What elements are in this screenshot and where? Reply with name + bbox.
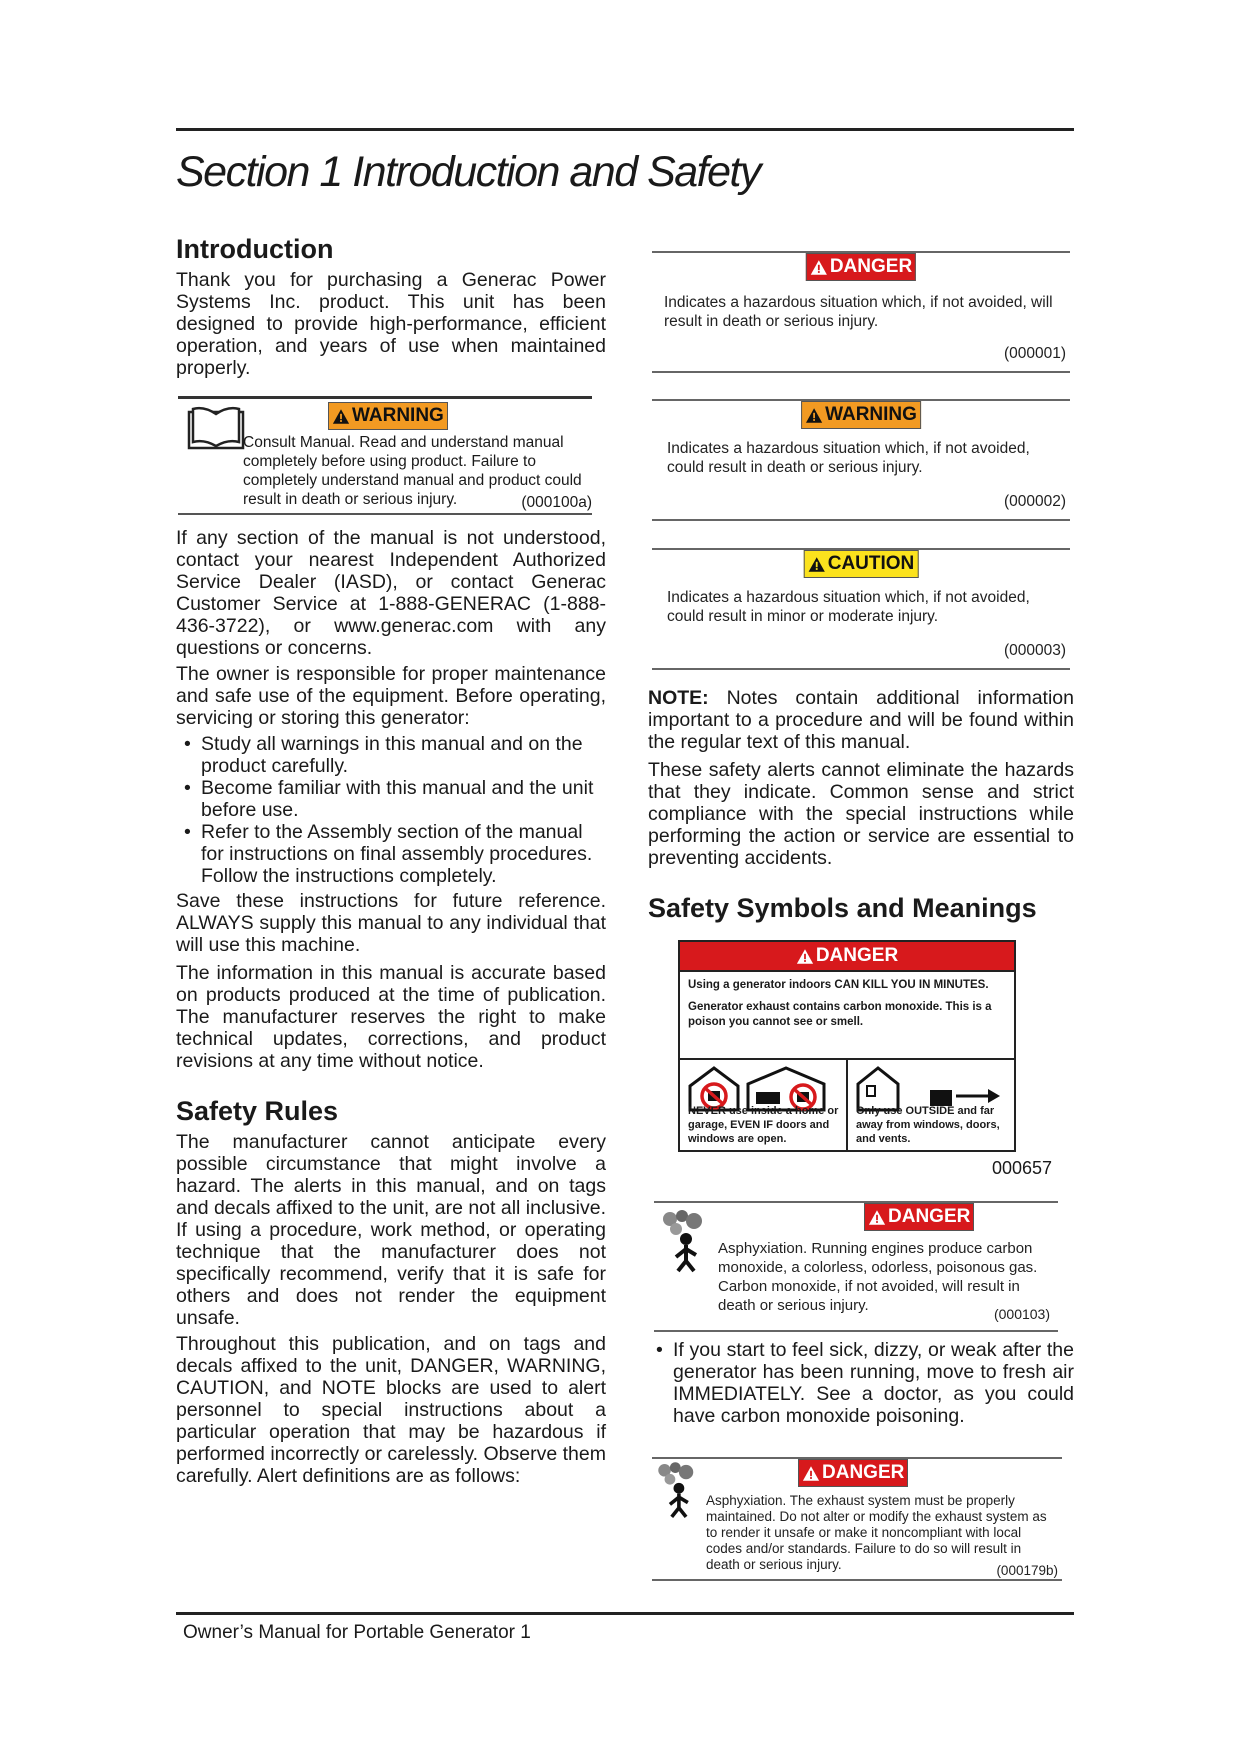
decal-danger-header [680, 942, 1014, 972]
decal-code: 000657 [992, 1158, 1053, 1178]
owner-responsibility-paragraph: The owner is responsible for proper maintenance and safe use of the equipment. Before operating, servicing or storing this generator: [176, 663, 606, 729]
caution-definition-text: Indicates a hazardous situation which, if not avoided, could result in minor or moderate injury. [667, 589, 1030, 625]
asphyxiation-icon [652, 1461, 704, 1519]
alert-triangle-icon [796, 948, 814, 965]
warning-badge [328, 402, 448, 430]
warning-definition-text: Indicates a hazardous situation which, if not avoided, could result in death or serious injury. [667, 440, 1030, 476]
page-title: Section 1 Introduction and Safety [176, 148, 760, 196]
warning-definition [652, 399, 1070, 521]
left-column-lower [176, 527, 606, 1491]
asphyxiation-danger-2 [652, 1457, 1062, 1581]
danger-definition [652, 251, 1070, 373]
warning-badge [801, 401, 921, 429]
alert-triangle-icon [810, 259, 828, 276]
danger-badge [806, 253, 916, 281]
asphyxiation-code-1: (000103) [993, 1306, 1050, 1322]
accuracy-paragraph: The information in this manual is accurate based on products produced at the time of publication. The manufacturer reserves the right to make technical updates, corrections, and product revisions at any time without notice. [176, 962, 606, 1072]
asphyxiation-danger-label: DANGER [822, 1462, 905, 1483]
asphyxiation-icon [656, 1209, 714, 1273]
asphyxiation-danger-1 [654, 1201, 1058, 1332]
sick-bullet-item: • If you start to feel sick, dizzy, or weak after the generator has been running, move to fresh air IMMEDIATELY. See a doctor, as you could have carbon monoxide poisoning. [648, 1339, 1074, 1427]
danger-label: DANGER [829, 256, 913, 277]
warning-definition-code: (000002) [1003, 493, 1066, 510]
caution-definition-code: (000003) [1003, 642, 1066, 659]
alert-triangle-icon [805, 407, 823, 424]
asphyxiation-code-2: (000179b) [996, 1563, 1058, 1578]
asphyxiation-danger-badge [798, 1459, 908, 1487]
consult-manual-code: (000100a) [521, 494, 592, 511]
danger-definition-text: Indicates a hazardous situation which, if not avoided, will result in death or serious injury. [664, 294, 1053, 330]
consult-manual-warning [178, 396, 592, 515]
note-block [648, 687, 1074, 928]
contact-paragraph: If any section of the manual is not understood, contact your nearest Independent Authorized Service Dealer (IASD), or contact Generac Customer Service at 1-888-GENERAC (1-888-436-3722), or www.generac.com with any questions or concerns. [176, 527, 606, 659]
page-footer: Owner’s Manual for Portable Generator 1 [183, 1622, 531, 1643]
caution-badge [804, 550, 919, 578]
bullet-item: • Study all warnings in this manual and on the product carefully. [176, 733, 606, 777]
save-instructions-paragraph: Save these instructions for future reference. ALWAYS supply this manual to any individual that will use this machine. [176, 890, 606, 956]
consult-manual-text: Consult Manual. Read and understand manual completely before using product. Failure to completely understand manual and product could result in death or serious injury. [243, 434, 582, 508]
asphyxiation-text-2: Asphyxiation. The exhaust system must be properly maintained. Do not alter or modify the exhaust system as to render it unsafe or make it noncompliant with local codes and/or standards. Failure to do so will result in death or serious injury. [706, 1493, 1047, 1572]
safety-symbols-heading: Safety Symbols and Meanings [648, 893, 1037, 923]
introduction-heading: Introduction [176, 234, 334, 264]
alert-triangle-icon [332, 408, 350, 425]
caution-label: CAUTION [827, 553, 915, 574]
decal-outside-only-cell [846, 1060, 1014, 1150]
carbon-monoxide-decal [678, 940, 1016, 1152]
danger-definition-code: (000001) [1003, 345, 1066, 362]
asphyxiation-danger-label: DANGER [888, 1206, 971, 1227]
decal-left-caption: NEVER use inside a home or garage, EVEN IF doors and windows are open. [688, 1105, 839, 1145]
decal-line-1: Using a generator indoors CAN KILL YOU IN MINUTES. [688, 979, 989, 991]
intro-paragraph: Thank you for purchasing a Generac Power Systems Inc. product. This unit has been designed to provide high-performance, efficient operation, and years of use when maintained properly. [176, 269, 606, 379]
decal-line-2: Generator exhaust contains carbon monoxide. This is a poison you cannot see or smell. [688, 1001, 992, 1028]
decal-danger-label: DANGER [815, 945, 899, 966]
safety-alerts-paragraph: These safety alerts cannot eliminate the hazards that they indicate. Common sense and strict compliance with the special instructions while performing the action or service are essential to preventing accidents. [648, 759, 1074, 869]
alert-triangle-icon [802, 1465, 820, 1482]
note-text: Notes contain additional information important to a procedure and will be found within the regular text of this manual. [648, 687, 1074, 753]
alert-definitions-paragraph: Throughout this publication, and on tags and decals affixed to the unit, DANGER, WARNING, CAUTION, and NOTE blocks are used to alert personnel to special instructions about a particular operation that may be hazardous if performed incorrectly or carelessly. Observe them carefully. Alert definitions are as follows: [176, 1333, 606, 1487]
bottom-rule [176, 1612, 1074, 1615]
note-label: NOTE: [648, 687, 709, 709]
safety-rules-paragraph: The manufacturer cannot anticipate every possible circumstance that might involve a hazard. The alerts in this manual, and on tags and decals affixed to the unit, are not all inclusive. If using a procedure, work method, or operating technique that the manufacturer does not specifically recommend, verify that it is safe for others and does not render the equipment unsafe. [176, 1131, 606, 1329]
alert-triangle-icon [808, 556, 826, 573]
warning-label: WARNING [825, 404, 917, 425]
decal-right-caption: Only use OUTSIDE and far away from windows, doors, and vents. [856, 1105, 1000, 1145]
top-rule [176, 128, 1074, 131]
asphyxiation-text-1: Asphyxiation. Running engines produce carbon monoxide, a colorless, odorless, poisonous gas. Carbon monoxide, if not avoided, will result in death or serious injury. [718, 1240, 1038, 1314]
decal-message [680, 972, 1014, 1060]
alert-triangle-icon [868, 1209, 886, 1226]
decal-never-indoors-cell [680, 1060, 846, 1150]
left-column [176, 234, 606, 383]
asphyxiation-danger-badge [864, 1203, 974, 1231]
bullet-item: • Become familiar with this manual and the unit before use. [176, 777, 606, 821]
safety-bullet-list [176, 733, 606, 887]
bullet-item: • Refer to the Assembly section of the manual for instructions on final assembly procedures. Follow the instructions completely. [176, 821, 606, 887]
caution-definition [652, 548, 1070, 670]
warning-label: WARNING [352, 405, 444, 426]
sick-bullet-list [648, 1339, 1074, 1427]
safety-rules-heading: Safety Rules [176, 1096, 339, 1126]
manual-book-icon [186, 405, 246, 451]
